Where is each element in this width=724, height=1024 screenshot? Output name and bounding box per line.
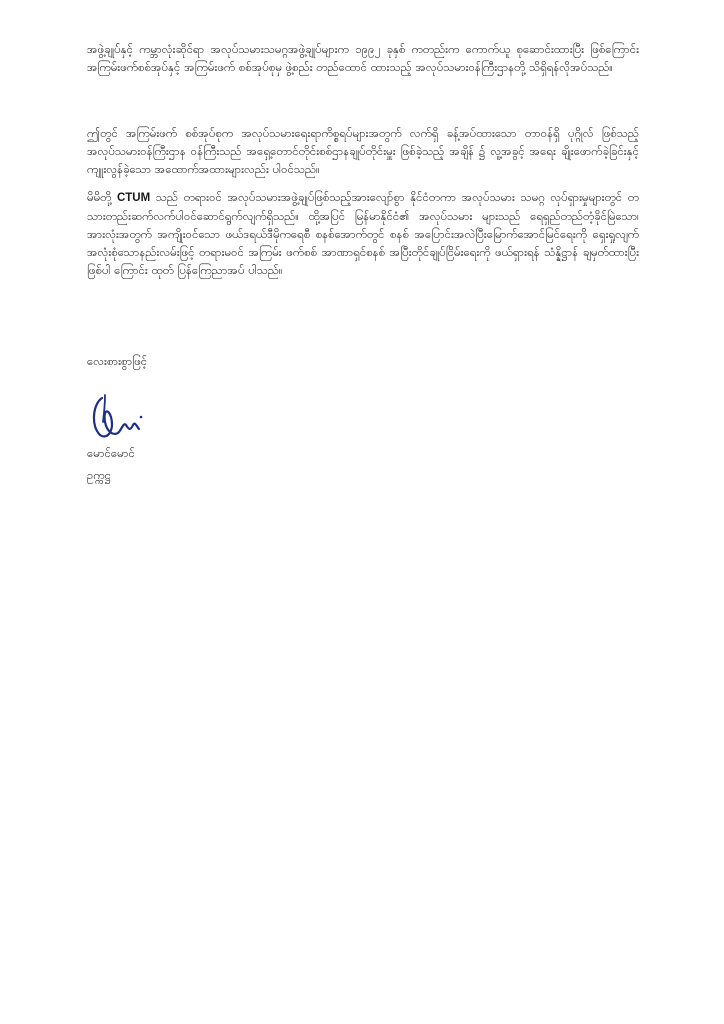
paragraph-3-lead: မိမိတို့ bbox=[87, 190, 117, 204]
closing-salutation: လေးစားစွာဖြင့် bbox=[87, 354, 148, 368]
signer-title: ဥက္ကဋ္ဌ bbox=[87, 468, 111, 482]
organization-name: CTUM bbox=[116, 192, 151, 204]
paragraph-3-body: သည် တရားဝင် အလုပ်သမားအဖွဲ့ချုပ်ဖြစ်သည့်အားလျော်စွာ နိုင်ငံတကာ အလုပ်သမား သမဂ္ဂ လုပ်ရှားမှုများတွင် တသားတည်းဆက်လက်ပါဝင်ဆောင်ရွက်လျက်ရှိသည်။ ထို့အပြင် မြန်မာနိုင်ငံ၏ အလုပ်သမား များသည် ရေရှည်တည်တံ့ခိုင်မြဲသော၊ အားလုံးအတွက် အကျိုးဝင်သော ဖယ်ဒရယ်ဒီမိုကရေစီ စနစ်အောက်တွင် စနစ် အပြောင်းအလဲပြီးမြောက်အောင်မြင်ရေးကို ရှေးရှုလျက် အလုံးစုံသောနည်းလမ်းဖြင့် တရားမဝင် အကြမ်း ဖက်စစ် အာဏာရှင်စနစ် အပြီးတိုင်ချုပ်ငြိမ်းရေးကို ဖယ်ရှားရန် သံန္နိဋ္ဌာန် ချမှတ်ထားပြီး ဖြစ်ပါ ကြောင်း ထုတ် ပြန်ကြေညာအပ် ပါသည်။ bbox=[87, 190, 639, 277]
signer-name: မောင်မောင် bbox=[87, 446, 135, 460]
signature-icon bbox=[86, 392, 146, 444]
paragraph-1: အဖွဲ့ချုပ်နှင့် ကမ္ဘာလုံးဆိုင်ရာ အလုပ်သမားသမဂ္ဂအဖွဲ့ချုပ်များက ၁၉၉၂ ခုနှစ် ကတည်းက ကောက်ယူ စုဆောင်းထားပြီး ဖြစ်ကြောင်း အကြမ်းဖက်စစ်အုပ်နှင့် အကြမ်းဖက် စစ်အုပ်စုမှ ဖွဲ့စည်း တည်ထောင် ထားသည့် အလုပ်သမားဝန်ကြီးဌာနတို့ သိရှိရန်လိုအပ်သည်။ bbox=[87, 42, 639, 74]
paragraph-3 bbox=[87, 188, 639, 279]
paragraph-2: ဤတွင် အကြမ်းဖက် စစ်အုပ်စုက အလုပ်သမားရေးရာကိစ္စရပ်များအတွက် လက်ရှိ ခန့်အပ်ထားသော တာဝန်ရှိ ပုဂ္ဂိုလ် ဖြစ်သည့် အလုပ်သမားဝန်ကြီးဌာန ဝန်ကြီးသည် အရှေ့တောင်တိုင်းစစ်ဌာနချုပ်တိုင်းမှူး ဖြစ်ခဲ့သည့် အချိန် ၌ လူ့အခွင့် အရေး ချိုးဖောက်ခဲ့ခြင်းနှင့် ကျူးလွန်ခဲ့သော အထောက်အထားများလည်း ပါဝင်သည်။ bbox=[87, 126, 639, 176]
